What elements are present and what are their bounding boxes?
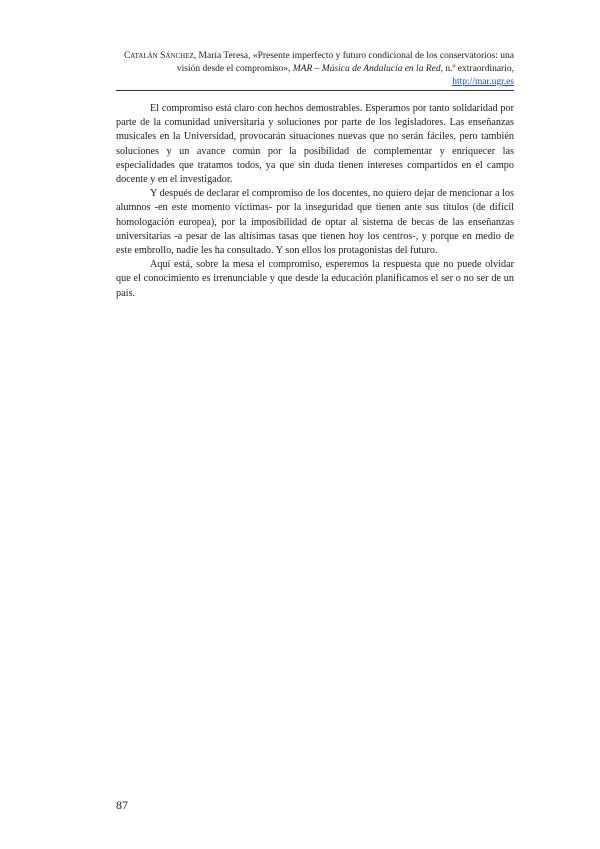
header-issue: , n.º extraordinario, xyxy=(440,64,514,74)
page-number: 87 xyxy=(116,798,128,812)
article-body xyxy=(116,102,514,301)
body-paragraph-3: Aquí está, sobre la mesa el compromiso, esperemos la respuesta que no puede olvidar que el conocimiento es irrenunciable y que desde la educación planificamos el ser o no ser de un país. xyxy=(116,259,514,299)
body-paragraph-2: Y después de declarar el compromiso de los docentes, no quiero dejar de mencionar a los alumnos -en este momento víctimas- por la inseguridad que tienen ante sus títulos (de difícil homologación europea), por la imposibilidad de optar al sistema de becas de las enseñanzas universitarias -a pesar de las altísimas tasas que tienen hoy los centros-, y porque en medio de este embrollo, nadie les ha consultado. Y son ellos los protagonistas del futuro. xyxy=(116,188,514,257)
header-journal-link[interactable]: http://mar.ugr.es xyxy=(452,77,514,87)
header-divider xyxy=(116,90,514,91)
header-journal-name: MAR – Música de Andalucía en la Red xyxy=(292,64,441,74)
citation-header xyxy=(116,50,514,89)
body-paragraph-1: El compromiso está claro con hechos demostrables. Esperamos por tanto solidaridad por parte de la comunidad universitaria y soluciones por parte de los legisladores. Las enseñanzas musicales en la Universidad, provocarán situaciones nuevas que no serán fáciles, pero también soluciones y un avance común por la posibilidad de complementar y enriquecer las especialidades que tratamos todos, ya que sin duda tienen intereses compartidos en el campo docente y en el investigador. xyxy=(116,103,514,186)
header-author-surname: Catalán Sánchez xyxy=(123,51,194,61)
header-author-and-title: , María Teresa, «Presente imperfecto y futuro condicional de los conservatorios: una visión desde el compromiso», xyxy=(176,51,514,74)
